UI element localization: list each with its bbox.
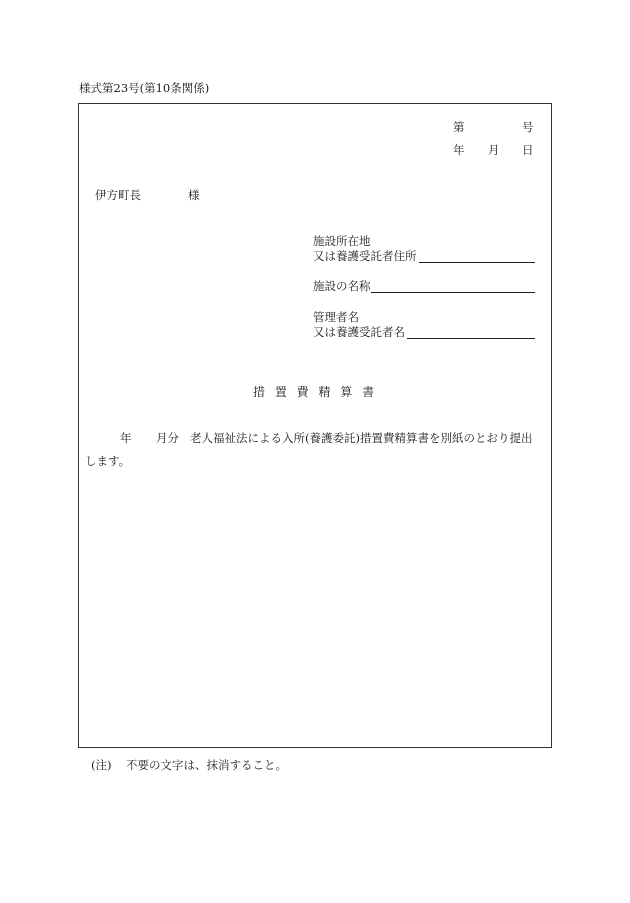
- form-number: 様式第23号(第10条関係): [79, 81, 210, 95]
- address-label-1: 施設所在地: [313, 234, 371, 248]
- addressee-name: 伊方町長: [95, 188, 141, 202]
- number-suffix: 号: [522, 120, 534, 134]
- addressee-honorific: 様: [188, 188, 200, 202]
- facility-name-label: 施設の名称: [313, 279, 371, 293]
- body-text-line1: 老人福祉法による入所(養護委託)措置費精算書を別紙のとおり提出: [190, 431, 533, 445]
- form-frame: [78, 103, 552, 748]
- manager-label-2: 又は養護受託者名: [313, 325, 405, 339]
- date-day: 日: [522, 143, 534, 157]
- date-year: 年: [453, 143, 465, 157]
- number-prefix: 第: [453, 120, 465, 134]
- date-month: 月: [488, 143, 500, 157]
- address-underline: [419, 262, 535, 263]
- body-month: 月分: [156, 431, 179, 445]
- note-label: (注): [91, 758, 112, 772]
- body-year: 年: [120, 431, 132, 445]
- note-text: 不要の文字は、抹消すること。: [126, 758, 287, 772]
- address-label-2: 又は養護受託者住所: [313, 249, 417, 263]
- facility-name-underline: [371, 292, 535, 293]
- document-title: 措 置 費 精 算 書: [253, 385, 378, 399]
- manager-underline: [407, 338, 535, 339]
- manager-label-1: 管理者名: [313, 310, 359, 324]
- body-text-line2: します。: [85, 454, 131, 468]
